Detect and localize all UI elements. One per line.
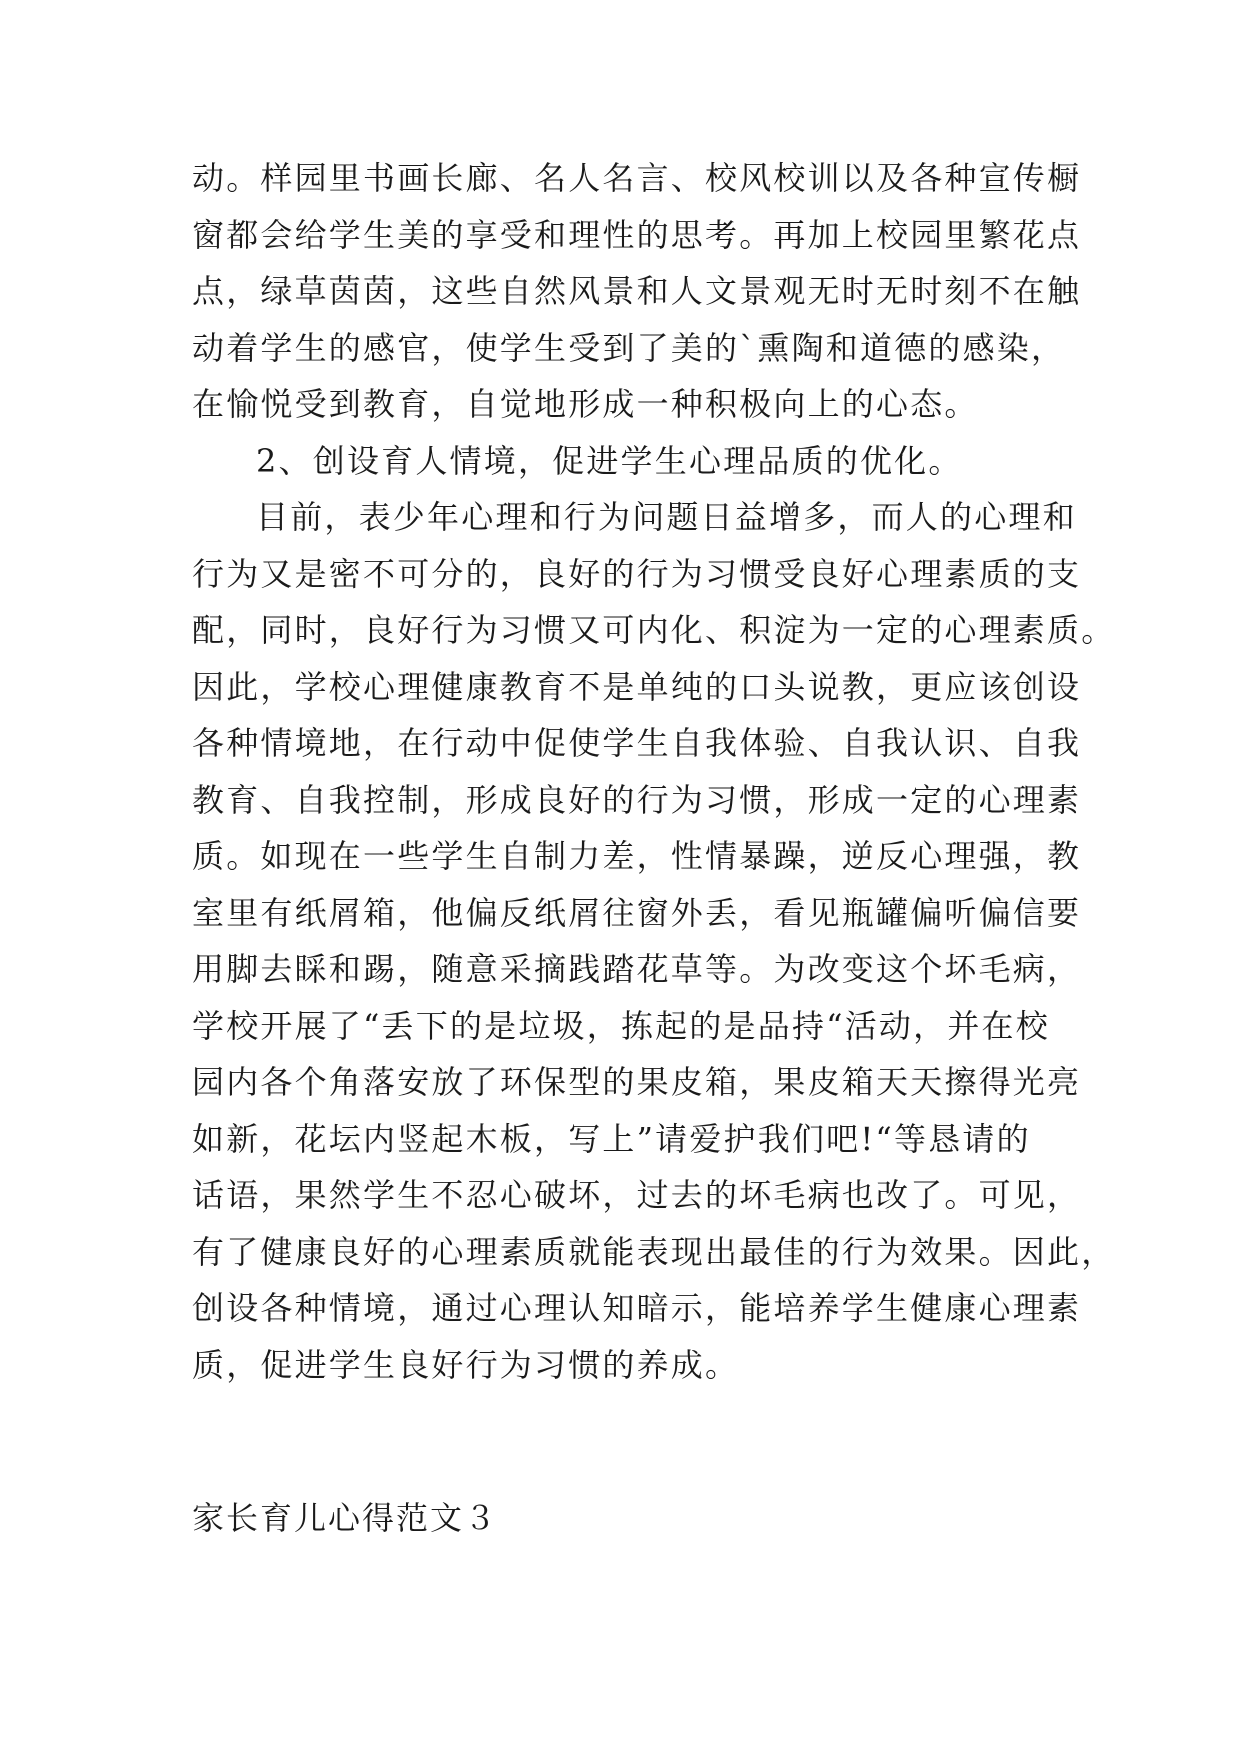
text-line: 质，促进学生良好行为习惯的养成。 xyxy=(192,1345,740,1384)
text-line: 创设各种情境，通过心理认知暗示，能培养学生健康心理素 xyxy=(192,1289,1082,1327)
text-line: 窗都会给学生美的享受和理性的思考。再加上校园里繁花点 xyxy=(192,215,1082,254)
text-line: 质。如现在一些学生自制力差，性情暴躁，逆反心理强，教 xyxy=(192,837,1082,875)
next-article-title: 家长育儿心得范文３ xyxy=(192,1499,499,1537)
text-line: 教育、自我控制，形成良好的行为习惯，形成一定的心理素 xyxy=(192,780,1082,819)
text-line: 动。样园里书画长廊、名人名言、校风校训以及各种宣传橱 xyxy=(192,159,1082,197)
text-line: 配，同时，良好行为习惯又可内化、积淀为一定的心理素质。 xyxy=(192,611,1116,649)
text-line: 各种情境地，在行动中促使学生自我体验、自我认识、自我 xyxy=(192,724,1082,762)
text-line: 行为又是密不可分的，良好的行为习惯受良好心理素质的支 xyxy=(192,554,1082,593)
text-line: 在愉悦受到教育，自觉地形成一种积极向上的心态。 xyxy=(192,385,979,423)
text-line: 因此，学校心理健康教育不是单纯的口头说教，更应该创设 xyxy=(192,667,1082,706)
text-line: 动着学生的感官，使学生受到了美的`熏陶和道德的感染， xyxy=(192,328,1066,367)
section-heading-line: 2、创设育人情境，促进学生心理品质的优化。 xyxy=(256,441,963,480)
text-line: 室里有纸屑箱，他偏反纸屑往窗外丢，看见瓶罐偏听偏信要 xyxy=(192,893,1082,932)
text-line: 用脚去睬和踢，随意采摘践踏花草等。为改变这个坏毛病， xyxy=(192,950,1082,988)
text-line: 园内各个角落安放了环保型的果皮箱，果皮箱天天擦得光亮 xyxy=(192,1063,1082,1101)
text-line: 如新，花坛内竖起木板，写上”请爱护我们吧!“等恳请的 xyxy=(192,1119,1031,1158)
body-text xyxy=(192,150,1116,1393)
paragraph-start-line: 目前，表少年心理和行为问题日益增多，而人的心理和 xyxy=(256,498,1077,536)
text-line: 学校开展了“丢下的是垃圾，拣起的是品持“活动，并在校 xyxy=(192,1006,1050,1045)
text-line: 话语，果然学生不忍心破坏，过去的坏毛病也改了。可见， xyxy=(192,1176,1082,1214)
text-line: 有了健康良好的心理素质就能表现出最佳的行为效果。因此， xyxy=(192,1232,1116,1271)
text-line: 点，绿草茵茵，这些自然风景和人文景观无时无时刻不在触 xyxy=(192,272,1082,310)
